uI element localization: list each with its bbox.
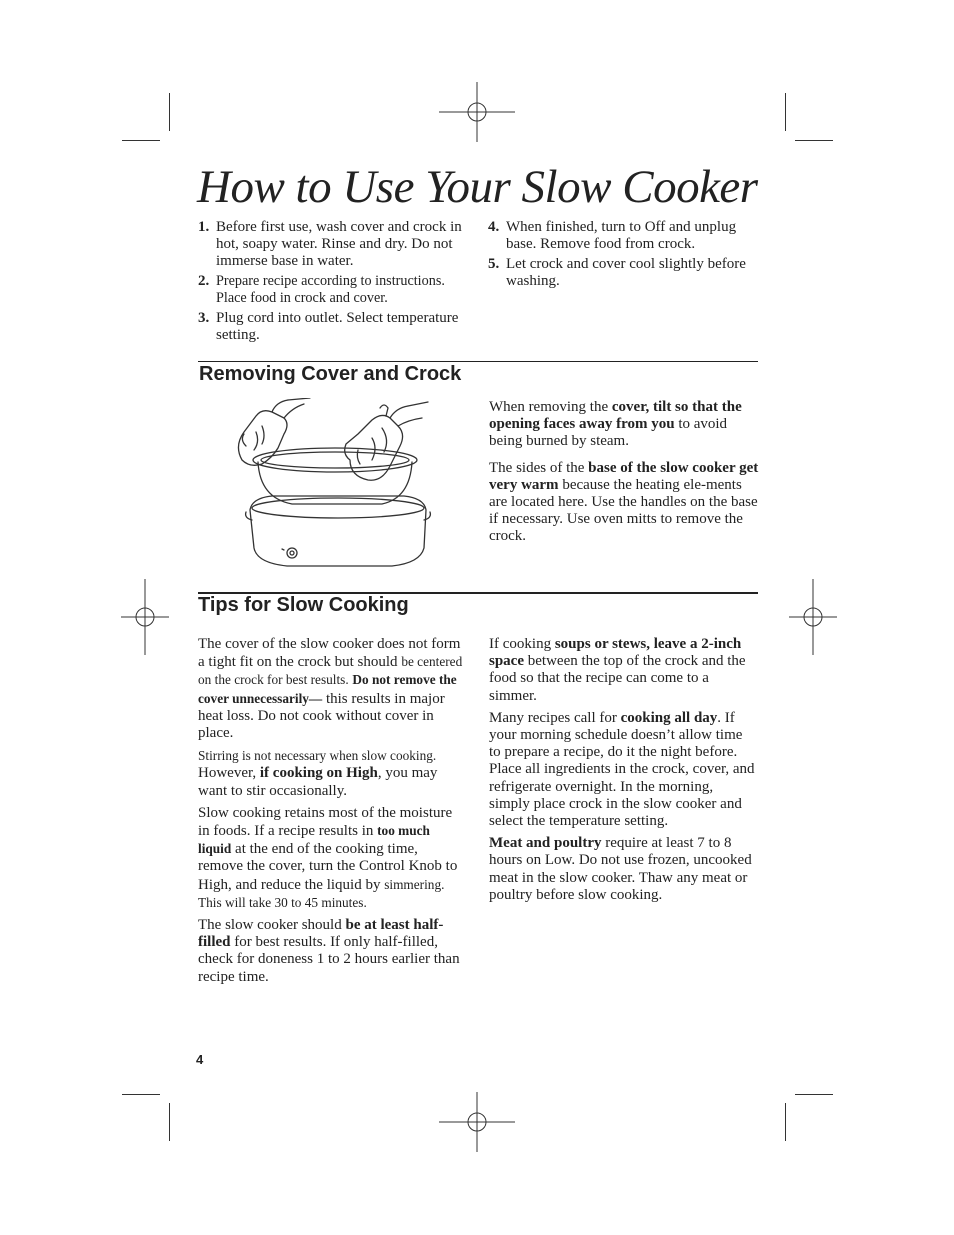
crop-mark: [169, 93, 170, 131]
steps-list-left: [198, 219, 468, 347]
section-heading-tips: Tips for Slow Cooking: [198, 594, 409, 616]
section-divider: [198, 361, 758, 362]
list-item: 3. Plug cord into outlet. Select temperature setting.: [198, 310, 459, 343]
crop-mark: [169, 1103, 170, 1141]
registration-mark-icon: [775, 579, 851, 655]
crop-mark: [785, 1103, 786, 1141]
paragraph: Stirring is not necessary when slow cooking. However, if cooking on High, you may want to stir occasionally.: [198, 748, 438, 799]
paragraph: Many recipes call for cooking all day. If your morning schedule doesn’t allow time to prepare a recipe, do it the night before. Place all ingredients in the crock, cover, and refrigerate overnight. In the morning, simply place crock in the slow cooker and select the temperature setting.: [489, 709, 755, 830]
steps-list-right: [488, 219, 758, 293]
registration-mark-icon: [107, 579, 183, 655]
page-title: How to Use Your Slow Cooker: [197, 161, 758, 213]
registration-mark-icon: [439, 74, 515, 150]
tips-left-column: [198, 636, 466, 991]
list-item: 1. Before first use, wash cover and crock in hot, soapy water. Rinse and dry. Do not immerse base in water.: [198, 219, 462, 269]
tips-right-column: [489, 636, 757, 909]
slow-cooker-illustration: [232, 398, 437, 573]
paragraph: The cover of the slow cooker does not form a tight fit on the crock but should be centered on the crock for best results. Do not remove the cover unnecessarily— this results in major heat loss. Do not cook without cover in place.: [198, 636, 463, 742]
paragraph: When removing the cover, tilt so that the opening faces away from you to avoid being burned by steam.: [489, 399, 742, 450]
list-item: 4. When finished, turn to Off and unplug base. Remove food from crock.: [488, 219, 737, 252]
removing-text: [489, 399, 759, 551]
paragraph: Slow cooking retains most of the moisture in foods. If a recipe results in too much liquid at the end of the cooking time, remove the cover, turn the Control Knob to High, and reduce the liquid by simmering. This will take 30 to 45 minutes.: [198, 804, 458, 910]
crop-mark: [122, 140, 160, 141]
paragraph: The sides of the base of the slow cooker get very warm because the heating ele-ments are located here. Use the handles on the base if necessary. Use oven mitts to remove the crock.: [489, 459, 759, 545]
paragraph: Meat and poultry require at least 7 to 8 hours on Low. Do not use frozen, uncooked meat in the slow cooker. Thaw any meat or poultry before slow cooking.: [489, 835, 752, 903]
paragraph: If cooking soups or stews, leave a 2-inch space between the top of the crock and the food so that the recipe can come to a simmer.: [489, 636, 746, 704]
list-item: 2. Prepare recipe according to instructions. Place food in crock and cover.: [198, 273, 445, 306]
crop-mark: [795, 1094, 833, 1095]
list-item: 5. Let crock and cover cool slightly before washing.: [488, 256, 746, 289]
paragraph: The slow cooker should be at least half-filled for best results. If only half-filled, check for doneness 1 to 2 hours earlier than recipe time.: [198, 917, 460, 985]
section-heading-removing: Removing Cover and Crock: [199, 363, 462, 385]
page-number: 4: [196, 1052, 204, 1067]
crop-mark: [795, 140, 833, 141]
crop-mark: [785, 93, 786, 131]
registration-mark-icon: [439, 1084, 515, 1160]
crop-mark: [122, 1094, 160, 1095]
